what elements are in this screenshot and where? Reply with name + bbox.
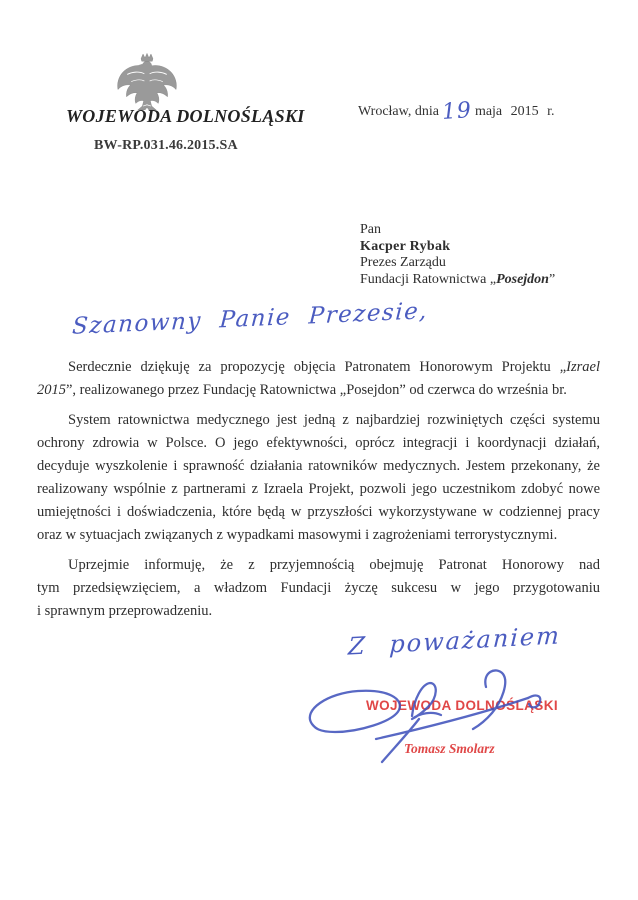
date-line	[358, 97, 555, 126]
body-line: umiejętności i doświadczenia, które będą w przyszłości wykorzystywane w codziennej pracy	[37, 504, 600, 520]
organization-prefix: Fundacji Ratownictwa „	[360, 271, 497, 287]
body-line: i sprawnym przeprowadzeniu.	[37, 603, 213, 619]
recipient-salutation: Pan	[360, 222, 381, 237]
body-line: 2015”, realizowanego przez Fundację Ratownictwa „Posejdon” od czerwca do września br.	[37, 382, 567, 398]
signature-scribble	[300, 666, 555, 768]
date-city-prefix: Wrocław, dnia	[358, 104, 439, 119]
body-line: Uprzejmie informuję, że z przyjemnością obejmuję Patronat Honorowy nad	[68, 557, 600, 573]
letter-body	[37, 356, 600, 630]
body-line: realizowany wspólnie z partnerami z Izraela Projekt, pozwoli jego uczestnikom zdobyć nowe	[37, 481, 600, 497]
handwritten-day: 19	[441, 97, 473, 126]
polish-eagle-emblem	[112, 52, 182, 110]
organization-name: Posejdon	[496, 271, 549, 287]
organization-suffix: ”	[548, 271, 556, 287]
body-line: Serdecznie dziękuję za propozycję objęcia Patronatem Honorowym Projektu „Izrael	[68, 359, 600, 375]
recipient-organization	[360, 272, 555, 289]
stamp-office-title: WOJEWODA DOLNOŚLĄSKI	[366, 698, 558, 713]
body-line: System ratownictwa medycznego jest jedną z najbardziej rozwiniętych części systemu	[68, 412, 600, 428]
reference-number: BW-RP.031.46.2015.SA	[94, 138, 238, 153]
recipient-position: Prezes Zarządu	[360, 255, 446, 270]
body-line: oraz w sytuacjach związanych z wypadkami masowymi i zagrożeniami terrorystycznymi.	[37, 527, 558, 543]
date-month-year: maja 2015 r.	[474, 104, 555, 119]
recipient-block	[360, 222, 555, 288]
body-line: ochrony zdrowia w Polsce. O jego efektywności, oprócz integracji i koordynacji działań,	[37, 435, 600, 451]
handwritten-greeting: Szanowny Panie Prezesie,	[71, 298, 429, 340]
paragraph	[37, 356, 600, 402]
paragraph	[37, 554, 600, 623]
handwritten-closing: Z poważaniem	[347, 621, 562, 661]
paragraph	[37, 409, 600, 547]
body-line: decyduje wyszkolenie i sprawność działania ratowników medycznych. Jestem przekonany, że	[37, 458, 600, 474]
body-line: tym przedsięwzięciem, a władzom Fundacji życzę sukcesu w jego przygotowaniu	[37, 580, 600, 596]
signer-name: Tomasz Smolarz	[404, 741, 495, 756]
recipient-name: Kacper Rybak	[360, 238, 451, 254]
eagle-icon	[112, 52, 182, 110]
office-title: WOJEWODA DOLNOŚLĄSKI	[66, 106, 305, 126]
